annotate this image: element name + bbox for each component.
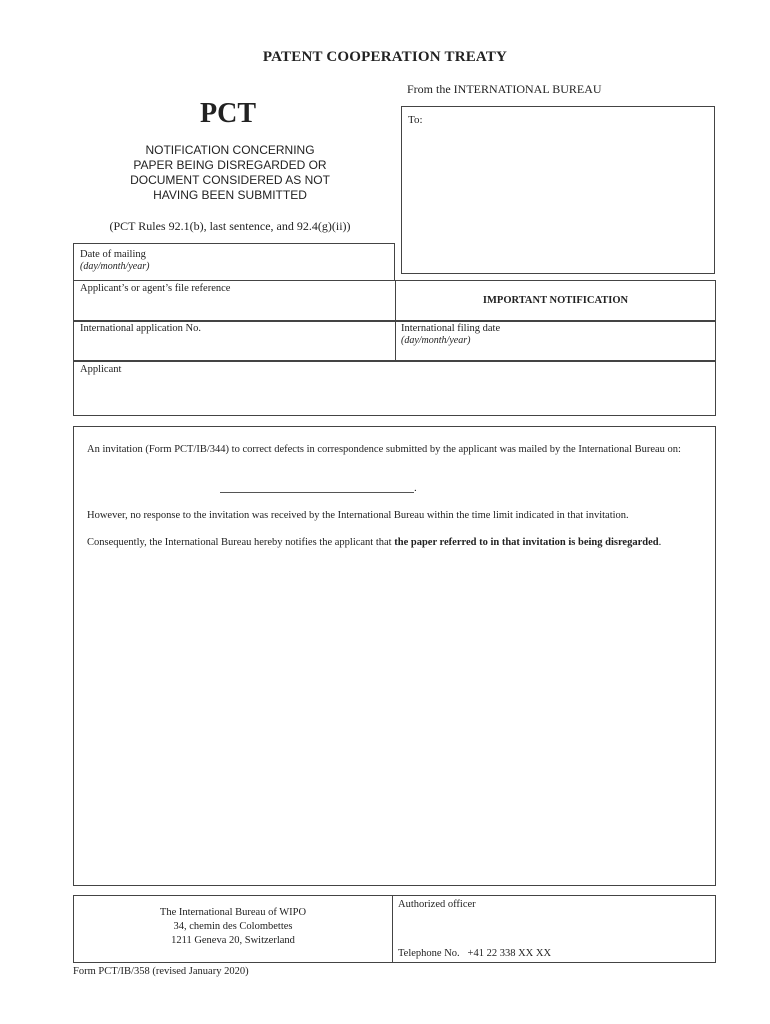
address-line: 34, chemin des Colombettes: [173, 921, 293, 932]
mailing-date-blank: [220, 492, 414, 493]
important-notification-label: IMPORTANT NOTIFICATION: [482, 295, 629, 306]
consequence-emphasis: the paper referred to in that invitation is being disregarded: [394, 537, 659, 548]
form-reference: Form PCT/IB/358 (revised January 2020): [73, 966, 249, 977]
notification-line: PAPER BEING DISREGARDED OR: [133, 158, 327, 172]
telephone-label: Telephone No.: [398, 948, 460, 959]
applicant-field: [73, 360, 716, 416]
from-international-bureau: From the INTERNATIONAL BUREAU: [407, 82, 602, 96]
file-reference-row: [73, 280, 716, 322]
applicant-label: Applicant: [80, 364, 122, 375]
application-row: [73, 320, 716, 362]
notification-line: NOTIFICATION CONCERNING: [145, 143, 315, 157]
wipo-address: [74, 906, 392, 948]
to-label: To:: [408, 114, 423, 126]
filing-date-format-hint: (day/month/year): [401, 335, 471, 346]
addressee-box: [401, 106, 715, 274]
notification-line: HAVING BEEN SUBMITTED: [153, 188, 307, 202]
treaty-title: PATENT COOPERATION TREATY: [262, 49, 508, 65]
consequence-prefix: Consequently, the International Bureau hereby notifies the applicant that: [87, 537, 395, 548]
filing-date-label: International filing date: [401, 323, 501, 334]
consequence-paragraph: [87, 536, 703, 550]
consequence-suffix: .: [658, 537, 662, 548]
invitation-paragraph: An invitation (Form PCT/IB/344) to correct defects in correspondence submitted by the applicant was mailed by the International Bureau on:: [87, 444, 681, 455]
application-no-label: International application No.: [80, 323, 202, 334]
notification-title: [72, 143, 388, 203]
no-response-paragraph: However, no response to the invitation was received by the International Bureau within the time limit indicated in that invitation.: [87, 510, 629, 521]
file-reference-label: Applicant’s or agent’s file reference: [80, 283, 231, 294]
address-line: The International Bureau of WIPO: [159, 907, 307, 918]
address-line: 1211 Geneva 20, Switzerland: [171, 935, 295, 946]
pct-rules-reference: (PCT Rules 92.1(b), last sentence, and 92.4(g)(ii)): [109, 219, 351, 233]
date-of-mailing-field: [73, 243, 395, 281]
telephone-number: +41 22 338 XX XX: [467, 948, 552, 959]
notification-body: [73, 426, 716, 886]
notification-line: DOCUMENT CONSIDERED AS NOT: [130, 173, 330, 187]
date-format-hint: (day/month/year): [80, 261, 150, 272]
footer-divider: [392, 896, 393, 962]
authorized-officer-label: Authorized officer: [398, 899, 476, 910]
signature-block: [73, 895, 716, 963]
telephone: [398, 948, 551, 959]
pct-heading: PCT: [200, 98, 256, 129]
blank-period: .: [414, 482, 417, 494]
row-divider: [395, 321, 396, 361]
date-of-mailing-label: Date of mailing: [80, 249, 146, 260]
